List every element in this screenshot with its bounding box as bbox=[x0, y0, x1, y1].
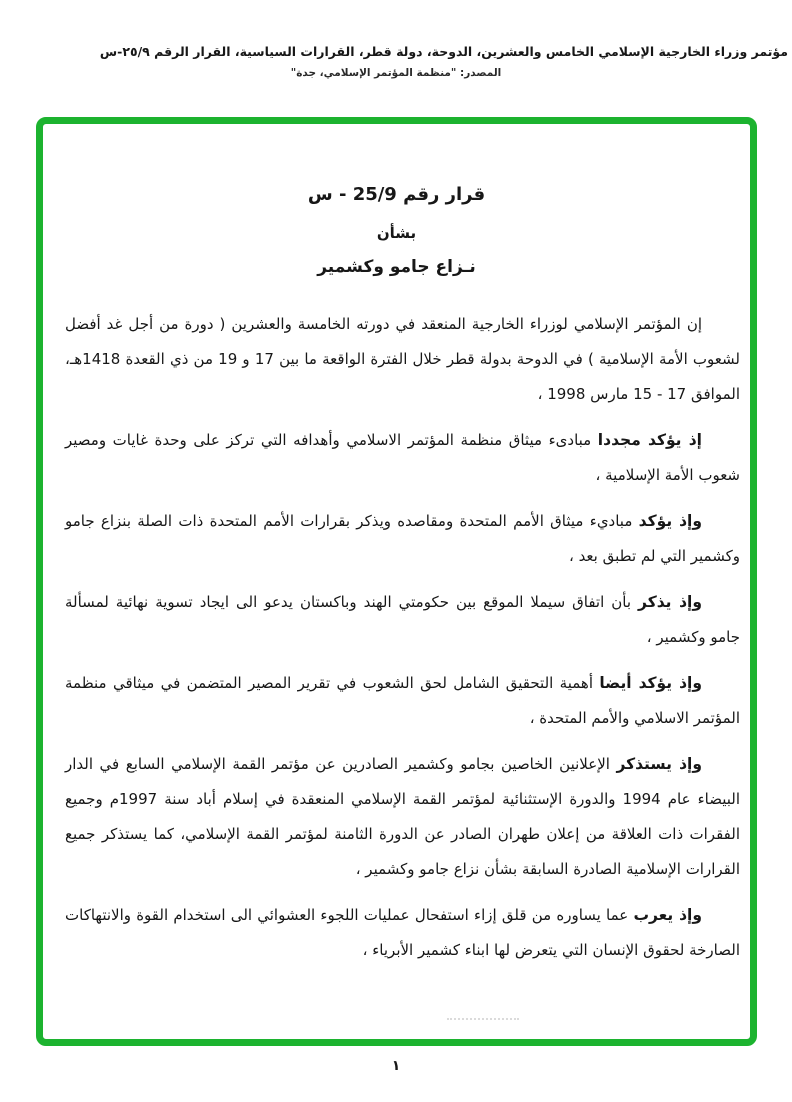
resolution-body bbox=[65, 307, 740, 968]
scan-artifact bbox=[447, 1018, 519, 1020]
paragraph-lead: إذ يؤكد مجددا bbox=[597, 431, 702, 449]
header-citation-line: مؤتمر وزراء الخارجية الإسلامي الخامس والعشرين، الدوحة، دولة قطر، القرارات السياسية، القرار الرقم ٢٥/٩-س bbox=[99, 44, 788, 59]
paragraph-lead: وإذ يذكر bbox=[638, 593, 703, 611]
title-subject: نـزاع جامو وكشمير bbox=[317, 257, 476, 277]
body-paragraph: وإذ يؤكد أيضا أهمية التحقيق الشامل لحق الشعوب في تقرير المصير المتضمن في ميثاقي منظمة المؤتمر الاسلامي والأمم المتحدة ، bbox=[65, 674, 740, 727]
paragraph-lead: وإذ يعرب bbox=[633, 906, 702, 924]
paragraph-lead: وإذ يستذكر bbox=[616, 755, 703, 773]
paragraph-lead: وإذ يؤكد أيضا bbox=[599, 674, 702, 692]
body-paragraph: إذ يؤكد مجددا مبادىء ميثاق منظمة المؤتمر الاسلامي وأهدافه التي تركز على وحدة غايات ومصير شعوب الأمة الإسلامية ، bbox=[65, 431, 740, 484]
body-paragraph: إن المؤتمر الإسلامي لوزراء الخارجية المنعقد في دورته الخامسة والعشرين ( دورة من أجل غد أفضل لشعوب الأمة الإسلامية ) في الدوحة بدولة قطر خلال الفترة الواقعة ما بين 17 و 19 من ذي القعدة 1418هـ، الموافق ‎15 - 17‎ مارس 1998 ، bbox=[65, 315, 740, 403]
resolution-number-title: قرار رقم 25/9 - س bbox=[307, 184, 486, 205]
page-number: ١ bbox=[391, 1058, 401, 1074]
green-border-frame bbox=[36, 117, 757, 1046]
body-paragraph: وإذ يستذكر الإعلانين الخاصين بجامو وكشمير الصادرين عن مؤتمر القمة الإسلامي السابع في الدار البيضاء عام 1994 والدورة الإستثنائية لمؤتمر القمة الإسلامي المنعقدة في إسلام أباد سنة 1997م وجميع الفقرات ذات العلاقة من إعلان طهران الصادر عن الدورة الثامنة لمؤتمر القمة الإسلامي، كما يستذكر جميع القرارات الإسلامية الصادرة السابقة بشأن نزاع جامو وكشمير ، bbox=[65, 755, 740, 878]
body-paragraph: وإذ يعرب عما يساوره من قلق إزاء استفحال عمليات اللجوء العشوائي الى استخدام القوة والانتهاكات الصارخة لحقوق الإنسان التي يتعرض لها ابناء كشمير الأبرياء ، bbox=[65, 906, 740, 959]
body-paragraph: وإذ يذكر بأن اتفاق سيملا الموقع بين حكومتي الهند وباكستان يدعو الى ايجاد تسوية نهائية لمسألة جامو وكشمير ، bbox=[65, 593, 740, 646]
document-source-header bbox=[4, 44, 788, 79]
resolution-title-block bbox=[43, 124, 750, 277]
title-regarding: بشأن bbox=[376, 224, 417, 242]
body-paragraph: وإذ يؤكد مباديء ميثاق الأمم المتحدة ومقاصده ويذكر بقرارات الأمم المتحدة ذات الصلة بنزاع جامو وكشمير التي لم تطبق بعد ، bbox=[65, 512, 740, 565]
header-source-line: المصدر: "منظمة المؤتمر الإسلامي، جدة" bbox=[290, 67, 502, 79]
paragraph-lead: وإذ يؤكد bbox=[638, 512, 702, 530]
